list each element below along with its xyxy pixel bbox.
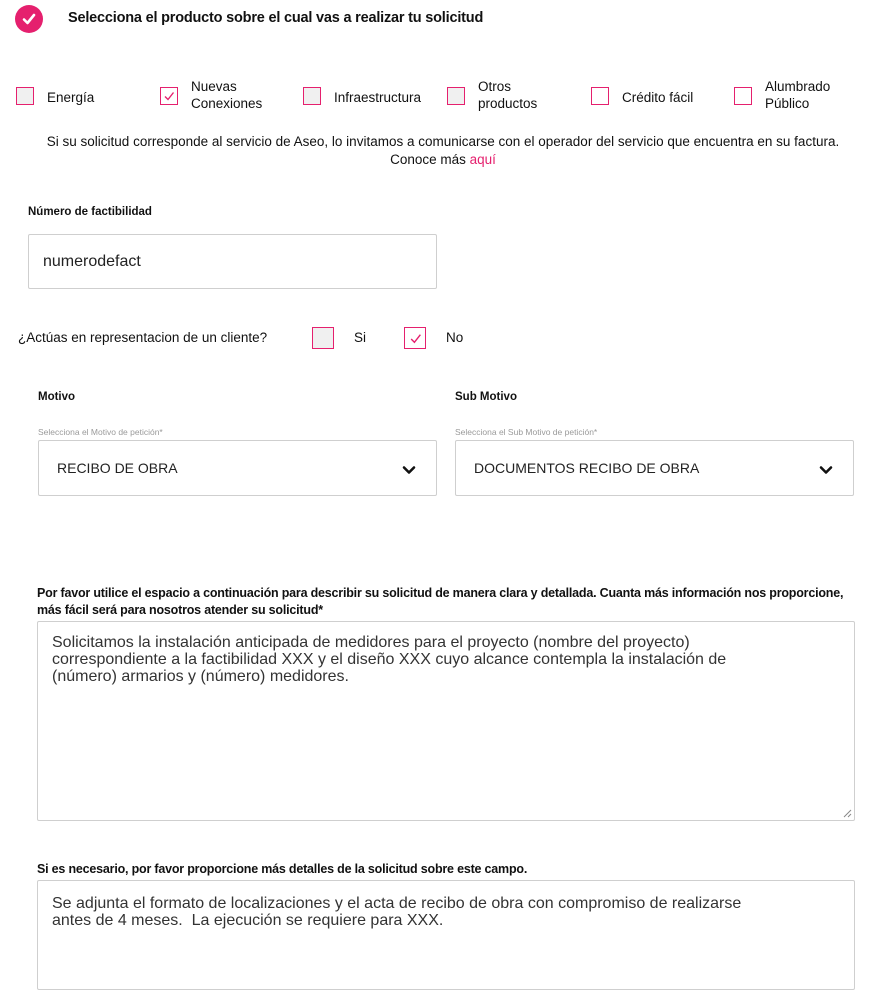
factibilidad-input[interactable] bbox=[28, 234, 437, 289]
factibilidad-label: Número de factibilidad bbox=[28, 206, 152, 218]
label-energia: Energía bbox=[47, 90, 95, 105]
motivo-value: RECIBO DE OBRA bbox=[57, 460, 178, 476]
descripcion-textarea[interactable] bbox=[37, 621, 855, 821]
submotivo-hint: Selecciona el Sub Motivo de petición* bbox=[455, 427, 598, 437]
motivo-select[interactable] bbox=[38, 440, 437, 496]
checkbox-infraestructura[interactable] bbox=[303, 87, 321, 105]
detalles-value: Se adjunta el formato de localizaciones y el acta de recibo de obra con compromiso de realizarse antes de 4 meses. La ejecución se requiere para XXX. bbox=[52, 895, 742, 929]
chevron-down-icon bbox=[402, 463, 416, 477]
detalles-label: Si es necesario, por favor proporcione más detalles de la solicitud sobre este campo. bbox=[37, 862, 528, 876]
section-title: Selecciona el producto sobre el cual vas a realizar tu solicitud bbox=[68, 10, 484, 26]
checkbox-alumbrado-publico[interactable] bbox=[734, 87, 752, 105]
aseo-info bbox=[0, 133, 886, 169]
checkbox-credito-facil[interactable] bbox=[591, 87, 609, 105]
representacion-no-label: No bbox=[446, 330, 464, 345]
motivo-hint: Selecciona el Motivo de petición* bbox=[38, 427, 163, 437]
resize-handle-icon[interactable] bbox=[842, 808, 852, 818]
submotivo-value: DOCUMENTOS RECIBO DE OBRA bbox=[474, 460, 700, 476]
motivo-label: Motivo bbox=[38, 391, 76, 403]
representacion-si-label: Si bbox=[354, 330, 367, 345]
submotivo-label: Sub Motivo bbox=[455, 391, 517, 403]
checkbox-nuevas-conexiones[interactable] bbox=[160, 87, 178, 105]
aseo-info-text: Si su solicitud corresponde al servicio de Aseo, lo invitamos a comunicarse con el operador del servicio que encuentra en su factura. Conoce más bbox=[46, 134, 840, 167]
label-credito-facil: Crédito fácil bbox=[622, 90, 694, 105]
checkbox-energia[interactable] bbox=[16, 87, 34, 105]
checkbox-representacion-si[interactable] bbox=[312, 327, 334, 349]
label-nuevas-conexiones: Nuevas Conexiones bbox=[191, 79, 263, 111]
check-mark-icon bbox=[409, 332, 422, 345]
label-otros-productos: Otros productos bbox=[478, 79, 538, 111]
check-mark-icon bbox=[163, 90, 175, 102]
factibilidad-value: numerodefact bbox=[43, 253, 141, 270]
checkbox-otros-productos[interactable] bbox=[447, 87, 465, 105]
descripcion-value: Solicitamos la instalación anticipada de medidores para el proyecto (nombre del proyecto) correspondiente a la factibilidad XXX y el diseño XXX cuyo alcance contempla la instalación de (número) armarios y (número) medidores. bbox=[52, 634, 727, 685]
representacion-question: ¿Actúas en representacion de un cliente? bbox=[18, 330, 268, 345]
descripcion-label: Por favor utilice el espacio a continuación para describir su solicitud de manera clara y detallada. Cuanta más información nos proporcione, más fácil será para nosotros atender su solicitud* bbox=[37, 586, 844, 617]
detalles-textarea[interactable] bbox=[37, 880, 855, 990]
chevron-down-icon bbox=[819, 463, 833, 477]
submotivo-select[interactable] bbox=[455, 440, 854, 496]
step-complete-icon bbox=[15, 5, 43, 33]
aseo-info-link[interactable]: aquí bbox=[469, 152, 496, 167]
label-alumbrado-publico: Alumbrado Público bbox=[765, 79, 831, 111]
label-infraestructura: Infraestructura bbox=[334, 90, 422, 105]
checkbox-representacion-no[interactable] bbox=[404, 327, 426, 349]
